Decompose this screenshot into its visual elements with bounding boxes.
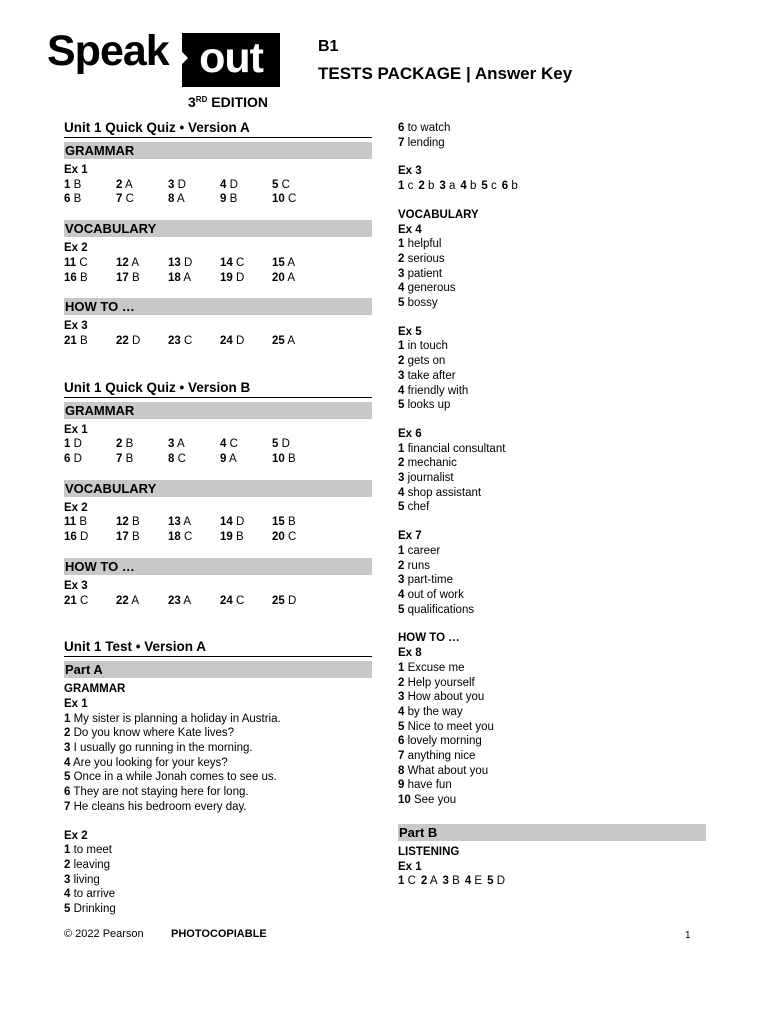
answer-number: 1 <box>64 438 71 451</box>
answer-number: 10 <box>272 453 285 466</box>
answer-number: 5 <box>398 720 405 733</box>
listening-heading: LISTENING <box>398 845 460 858</box>
logo-speak-text: Speak <box>47 27 169 75</box>
left-column <box>64 119 372 917</box>
answer-number: 10 <box>272 193 285 206</box>
answer-number: 1 <box>398 544 405 557</box>
inline-answer: 3 B <box>442 875 460 888</box>
answer-row <box>64 594 372 609</box>
part-b-bar: Part B <box>398 824 706 841</box>
answer-row <box>64 271 372 286</box>
answer-number: 7 <box>116 193 123 206</box>
answer-number: 2 <box>398 355 405 368</box>
answer-number: 3 <box>168 438 175 451</box>
answer-number: 14 <box>220 516 233 529</box>
answer-number: 1 <box>64 712 71 725</box>
answer-number: 3 <box>168 178 175 191</box>
answer-cell: 12 A <box>116 256 140 269</box>
answer-number: 12 <box>116 256 129 269</box>
answer-number: 4 <box>398 705 405 718</box>
answer-number: 11 <box>64 256 77 269</box>
answer-cell: 16 B <box>64 271 88 284</box>
answer-number: 5 <box>398 399 405 412</box>
answer-number: 4 <box>398 486 405 499</box>
answer-cell: 17 B <box>116 271 140 284</box>
answer-line: 1 in touch <box>398 340 448 353</box>
answer-line: 7 anything nice <box>398 750 476 763</box>
answer-number: 21 <box>64 594 77 607</box>
answer-line: 4 generous <box>398 282 456 295</box>
answer-number: 1 <box>64 178 71 191</box>
answer-number: 21 <box>64 334 77 347</box>
inline-answer: 5 D <box>487 875 506 888</box>
answer-number: 2 <box>116 178 123 191</box>
answer-number: 6 <box>64 193 71 206</box>
answer-cell: 11 B <box>64 516 88 529</box>
answer-row <box>64 256 372 271</box>
answer-number: 9 <box>220 193 227 206</box>
answer-row <box>64 530 372 545</box>
answer-number: 4 <box>398 588 405 601</box>
answer-line: 2 Help yourself <box>398 676 475 689</box>
answer-cell: 21 C <box>64 594 89 607</box>
quiz-a-section-heading: GRAMMAR <box>64 142 372 159</box>
answer-cell: 7 B <box>116 453 134 466</box>
answer-number: 13 <box>168 516 181 529</box>
ex6-list <box>398 442 706 516</box>
answer-cell: 15 B <box>272 516 296 529</box>
answer-cell: 1 D <box>64 438 82 451</box>
ex4-list <box>398 237 706 311</box>
test-ex2-list <box>64 843 372 917</box>
answer-number: 22 <box>116 334 129 347</box>
answer-cell: 25 A <box>272 334 296 347</box>
answer-number: 2 <box>116 438 123 451</box>
quiz-b-sections <box>64 402 372 609</box>
answer-number: 15 <box>272 516 285 529</box>
answer-number: 1 <box>398 442 405 455</box>
answer-cell: 12 B <box>116 516 140 529</box>
ex6-label: Ex 6 <box>398 427 422 440</box>
answer-cell: 3 A <box>168 438 185 451</box>
quiz-a-section-heading: HOW TO … <box>64 298 372 315</box>
answer-number: 7 <box>64 800 71 813</box>
answer-cell: 10 B <box>272 453 296 466</box>
quiz-b-title: Unit 1 Quick Quiz • Version B <box>64 379 372 398</box>
quiz-b-ex-label: Ex 1 <box>64 423 88 436</box>
answer-line: 5 chef <box>398 501 430 514</box>
ex3-label: Ex 3 <box>398 165 422 178</box>
answer-row <box>64 452 372 467</box>
answer-cell: 13 A <box>168 516 192 529</box>
answer-cell: 1 B <box>64 178 82 191</box>
quiz-a-ex-label: Ex 3 <box>64 320 88 333</box>
answer-number: 9 <box>398 779 405 792</box>
answer-number: 3 <box>439 180 446 193</box>
answer-cell: 4 C <box>220 438 238 451</box>
answer-number: 16 <box>64 271 77 284</box>
answer-cell: 6 B <box>64 193 82 206</box>
answer-cell: 14 D <box>220 516 245 529</box>
answer-number: 8 <box>168 193 175 206</box>
answer-number: 9 <box>220 453 227 466</box>
answer-cell: 23 A <box>168 594 192 607</box>
ex8-label: Ex 8 <box>398 647 422 660</box>
answer-number: 24 <box>220 334 233 347</box>
answer-number: 1 <box>398 180 405 193</box>
answer-number: 12 <box>116 516 129 529</box>
level-label: B1 <box>318 38 339 55</box>
answer-cell: 21 B <box>64 334 88 347</box>
inline-answer: 5 c <box>481 180 497 193</box>
answer-number: 23 <box>168 334 181 347</box>
answer-number: 2 <box>398 457 405 470</box>
quiz-a-ex-label: Ex 2 <box>64 242 88 255</box>
test-ex2-label: Ex 2 <box>64 829 88 842</box>
answer-line: 2 mechanic <box>398 457 457 470</box>
answer-line: 2 serious <box>398 252 445 265</box>
answer-number: 3 <box>398 369 405 382</box>
answer-line: 3 I usually go running in the morning. <box>64 742 253 755</box>
answer-number: 4 <box>220 178 227 191</box>
test-ex1-list <box>64 712 372 815</box>
part-a-bar: Part A <box>64 661 372 678</box>
answer-number: 5 <box>487 875 494 888</box>
answer-line: 6 They are not staying here for long. <box>64 786 249 799</box>
answer-line: 6 lovely morning <box>398 735 482 748</box>
quiz-b-section-heading: GRAMMAR <box>64 402 372 419</box>
answer-line: 1 to meet <box>64 844 112 857</box>
answer-line: 2 runs <box>398 559 430 572</box>
answer-cell: 8 A <box>168 193 185 206</box>
answer-line: 3 part-time <box>398 574 453 587</box>
answer-line: 1 financial consultant <box>398 442 506 455</box>
answer-number: 6 <box>501 180 509 193</box>
answer-number: 4 <box>64 888 71 901</box>
quiz-a-ex-label: Ex 1 <box>64 164 88 176</box>
answer-number: 2 <box>420 875 428 888</box>
answer-cell: 10 C <box>272 193 297 206</box>
inline-answer: 2 A <box>420 875 438 888</box>
quiz-b-section-heading: HOW TO … <box>64 558 372 575</box>
inline-answer: 1 c <box>398 180 414 193</box>
test-ex1-label: Ex 1 <box>64 697 88 710</box>
answer-cell: 22 D <box>116 334 141 347</box>
answer-line: 6 to watch <box>398 122 451 134</box>
answer-line: 10 See you <box>398 794 457 807</box>
answer-number: 5 <box>398 603 405 616</box>
page-number: 1 <box>685 930 691 941</box>
answer-number: 7 <box>398 750 405 763</box>
answer-row <box>64 437 372 452</box>
answer-cell: 3 D <box>168 178 186 191</box>
listening-ex1-answers <box>398 874 706 889</box>
ex5-label: Ex 5 <box>398 325 422 338</box>
inline-answer: 4 b <box>460 180 477 193</box>
inline-answer: 3 a <box>439 180 456 193</box>
answer-number: 4 <box>464 875 472 888</box>
answer-line: 7 He cleans his bedroom every day. <box>64 800 247 813</box>
answer-cell: 23 C <box>168 334 193 347</box>
answer-cell: 20 C <box>272 531 297 544</box>
answer-number: 11 <box>64 516 77 529</box>
answer-row <box>64 334 372 349</box>
answer-line: 4 by the way <box>398 705 463 718</box>
answer-line: 4 to arrive <box>64 888 116 901</box>
ex5-list <box>398 339 706 413</box>
answer-number: 8 <box>398 764 405 777</box>
quiz-a-sections <box>64 142 372 349</box>
answer-number: 1 <box>398 238 405 251</box>
answer-line: 3 living <box>64 873 100 886</box>
answer-number: 1 <box>398 661 405 674</box>
right-column <box>398 121 706 889</box>
answer-number: 3 <box>398 267 405 280</box>
answer-line: 5 bossy <box>398 297 438 310</box>
answer-line: 1 helpful <box>398 238 442 251</box>
answer-number: 5 <box>272 438 279 451</box>
answer-line: 3 patient <box>398 267 443 280</box>
answer-cell: 17 B <box>116 531 140 544</box>
answer-number: 20 <box>272 531 285 544</box>
edition-label: 3RD EDITION <box>188 94 269 110</box>
quiz-a-section-heading: VOCABULARY <box>64 220 372 237</box>
answer-line: 5 qualifications <box>398 603 475 616</box>
answer-cell: 4 D <box>220 178 238 191</box>
answer-cell: 15 A <box>272 256 296 269</box>
answer-number: 25 <box>272 594 285 607</box>
answer-number: 8 <box>168 453 175 466</box>
answer-number: 2 <box>64 727 71 740</box>
answer-cell: 8 C <box>168 453 186 466</box>
answer-line: 4 shop assistant <box>398 486 482 499</box>
answer-line: 4 friendly with <box>398 384 469 397</box>
answer-number: 19 <box>220 531 233 544</box>
answer-number: 4 <box>220 438 227 451</box>
answer-line: 4 out of work <box>398 588 464 601</box>
answer-number: 6 <box>398 735 405 748</box>
answer-cell: 22 A <box>116 594 140 607</box>
answer-number: 2 <box>398 676 405 689</box>
answer-line: 3 take after <box>398 369 456 382</box>
answer-line: 3 How about you <box>398 691 485 704</box>
answer-line: 2 leaving <box>64 858 111 871</box>
answer-number: 3 <box>64 873 71 886</box>
vocabulary-heading: VOCABULARY <box>398 208 479 221</box>
answer-number: 16 <box>64 531 77 544</box>
answer-number: 18 <box>168 531 181 544</box>
answer-line: 2 Do you know where Kate lives? <box>64 727 235 740</box>
logo-out-box: out <box>182 33 280 87</box>
answer-line: 8 What about you <box>398 764 489 777</box>
answer-number: 5 <box>398 297 405 310</box>
answer-row <box>64 192 372 207</box>
answer-number: 4 <box>398 384 405 397</box>
answer-number: 3 <box>398 574 405 587</box>
listening-ex1-label: Ex 1 <box>398 860 422 873</box>
answer-line: 1 My sister is planning a holiday in Austria. <box>64 712 281 725</box>
answer-number: 24 <box>220 594 233 607</box>
answer-number: 1 <box>398 340 405 353</box>
answer-cell: 13 D <box>168 256 193 269</box>
answer-number: 17 <box>116 531 129 544</box>
answer-number: 6 <box>64 786 71 799</box>
package-title: TESTS PACKAGE | Answer Key <box>318 64 573 83</box>
answer-number: 2 <box>418 180 425 193</box>
answer-line: 7 lending <box>398 136 445 149</box>
test-title: Unit 1 Test • Version A <box>64 638 372 657</box>
answer-number: 7 <box>116 453 123 466</box>
answer-number: 22 <box>116 594 129 607</box>
answer-cell: 20 A <box>272 271 296 284</box>
ex3-answers <box>398 179 706 194</box>
footer-copyright: © 2022 Pearson <box>64 928 144 940</box>
answer-number: 4 <box>398 282 405 295</box>
answer-line: 3 journalist <box>398 472 454 485</box>
answer-cell: 16 D <box>64 531 89 544</box>
quiz-b-ex-label: Ex 3 <box>64 579 88 592</box>
answer-line: 5 Drinking <box>64 903 116 916</box>
answer-number: 14 <box>220 256 233 269</box>
answer-number: 4 <box>64 756 71 769</box>
answer-cell: 6 D <box>64 453 82 466</box>
how-to-heading: HOW TO … <box>398 632 460 645</box>
answer-line: 9 have fun <box>398 779 452 792</box>
answer-number: 4 <box>460 180 467 193</box>
quiz-b-ex-label: Ex 2 <box>64 501 88 514</box>
answer-number: 5 <box>398 501 405 514</box>
answer-number: 5 <box>272 178 279 191</box>
answer-cell: 24 C <box>220 594 245 607</box>
answer-cell: 2 B <box>116 438 134 451</box>
answer-number: 3 <box>442 875 449 888</box>
answer-number: 3 <box>398 691 405 704</box>
ex4-label: Ex 4 <box>398 223 422 236</box>
answer-row <box>64 515 372 530</box>
answer-number: 20 <box>272 271 285 284</box>
answer-number: 1 <box>64 844 71 857</box>
quiz-b-section-heading: VOCABULARY <box>64 480 372 497</box>
answer-cell: 5 C <box>272 178 290 191</box>
answer-cell: 2 A <box>116 178 133 191</box>
answer-number: 7 <box>398 136 405 149</box>
answer-cell: 19 B <box>220 531 244 544</box>
ex8-list <box>398 661 706 808</box>
answer-number: 13 <box>168 256 181 269</box>
inline-answer: 2 b <box>418 180 435 193</box>
answer-cell: 24 D <box>220 334 245 347</box>
answer-number: 2 <box>398 559 405 572</box>
answer-number: 15 <box>272 256 285 269</box>
answer-number: 10 <box>398 794 411 807</box>
answer-row <box>64 178 372 193</box>
answer-line: 4 Are you looking for your keys? <box>64 756 228 769</box>
ex7-label: Ex 7 <box>398 530 422 543</box>
answer-line: 2 gets on <box>398 355 446 368</box>
inline-answer: 4 E <box>464 875 483 888</box>
answer-cell: 14 C <box>220 256 245 269</box>
answer-line: 5 Once in a while Jonah comes to see us. <box>64 771 277 784</box>
answer-cell: 18 C <box>168 531 193 544</box>
answer-line: 5 Nice to meet you <box>398 720 494 733</box>
grammar-heading: GRAMMAR <box>64 683 126 696</box>
answer-number: 2 <box>398 252 405 265</box>
answer-number: 19 <box>220 271 233 284</box>
inline-answer: 1 C <box>398 875 416 888</box>
answer-number: 5 <box>481 180 488 193</box>
answer-cell: 11 C <box>64 256 88 269</box>
quiz-a-title: Unit 1 Quick Quiz • Version A <box>64 119 372 138</box>
answer-line: 1 career <box>398 544 441 557</box>
answer-number: 2 <box>64 858 71 871</box>
answer-cell: 5 D <box>272 438 290 451</box>
inline-answer: 6 b <box>501 180 518 193</box>
answer-number: 6 <box>398 122 405 134</box>
footer-photocopiable: PHOTOCOPIABLE <box>171 928 267 940</box>
answer-number: 3 <box>64 742 71 755</box>
answer-number: 1 <box>398 875 405 888</box>
answer-number: 5 <box>64 903 71 916</box>
answer-cell: 7 C <box>116 193 134 206</box>
ex7-list <box>398 544 706 618</box>
answer-cell: 18 A <box>168 271 192 284</box>
answer-cell: 19 D <box>220 271 245 284</box>
answer-number: 5 <box>64 771 71 784</box>
answer-line: 5 looks up <box>398 399 451 412</box>
answer-line: 1 Excuse me <box>398 661 465 674</box>
answer-cell: 9 B <box>220 193 238 206</box>
answer-cell: 25 D <box>272 594 297 607</box>
answer-number: 3 <box>398 472 405 485</box>
answer-number: 18 <box>168 271 181 284</box>
ex2-continued-list <box>398 121 706 150</box>
answer-number: 6 <box>64 453 71 466</box>
answer-cell: 9 A <box>220 453 237 466</box>
answer-number: 25 <box>272 334 285 347</box>
answer-number: 23 <box>168 594 181 607</box>
answer-number: 17 <box>116 271 129 284</box>
